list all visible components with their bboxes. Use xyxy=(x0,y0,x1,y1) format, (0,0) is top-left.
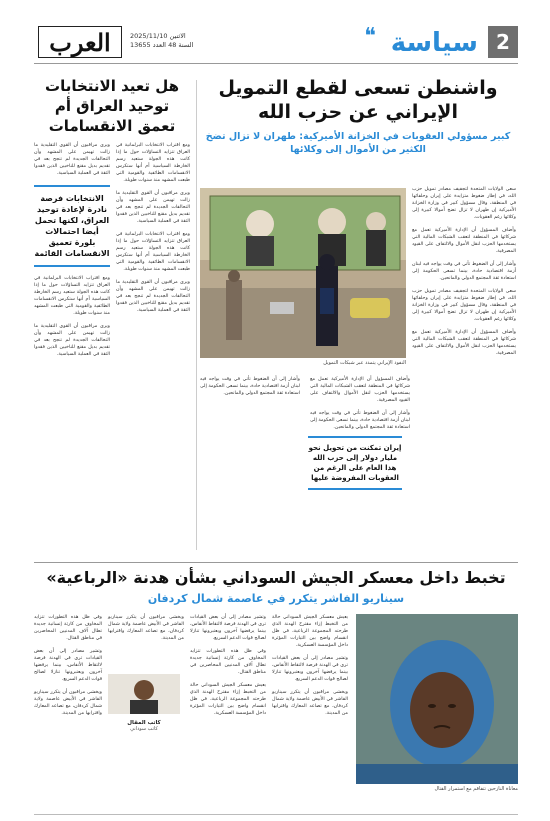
bottom-article xyxy=(34,562,518,812)
bottom-col2: وتشير مصادر إلى أن بعض القيادات ترى في الهدنة فرصة لالتقاط الأنفاس، بينما يرفضها آخرون ويعتبرونها تنازلا لصالح قوات الدعم السريع. xyxy=(190,615,266,641)
main-body-a-cont: وأشار إلى أن الضغوط تأتي في وقت يواجه فيه لبنان أزمة اقتصادية حادة، بينما تسعى الحكومة إلى استعادة ثقة المجتمع الدولي والمانحين. xyxy=(310,411,410,430)
sidebar-body-a: ومع اقتراب الانتخابات البرلمانية في العراق تتزايد التساؤلات حول ما إذا كانت هذه الجولة ستعيد رسم الخارطة السياسية أم أنها ستكرس الانقسامات الطائفية والقومية التي طبعت المشهد منذ سنوات طويلة. xyxy=(116,143,190,183)
main-body-b: وأشار إلى أن الضغوط تأتي في وقت يواجه فيه لبنان أزمة اقتصادية حادة، بينما تسعى الحكومة إلى استعادة ثقة المجتمع الدولي والمانحين. xyxy=(200,377,300,396)
bottom-col4-cont: وتشير مصادر إلى أن بعض القيادات ترى في الهدنة فرصة لالتقاط الأنفاس، بينما يرفضها آخرون ويعتبرونها تنازلا لصالح قوات الدعم السريع. xyxy=(34,649,102,682)
sidebar-body-a-cont: ومع اقتراب الانتخابات البرلمانية في العراق تتزايد التساؤلات حول ما إذا كانت هذه الجولة ستعيد رسم الخارطة السياسية أم أنها ستكرس الانقسامات الطائفية والقومية التي طبعت المشهد منذ سنوات طويلة. xyxy=(116,232,190,272)
bottom-column-1 xyxy=(272,614,348,804)
sidebar-body-a-left: ومع اقتراب الانتخابات البرلمانية في العراق تتزايد التساؤلات حول ما إذا كانت هذه الجولة ستعيد رسم الخارطة السياسية أم أنها ستكرس الانقسامات الطائفية والقومية التي طبعت المشهد منذ سنوات طويلة. xyxy=(34,276,110,316)
footer-divider xyxy=(34,814,518,815)
main-article xyxy=(200,76,516,556)
sidebar-column-right xyxy=(116,142,190,542)
sidebar-body-b-left-2: ويرى مراقبون أن القوى التقليدية ما زالت تهيمن على المشهد وأن التحالفات الجديدة لم تنجح بعد في تقديم بديل مقنع للناخبين الذين فقدوا الثقة في العملية السياسية. xyxy=(34,324,110,357)
bottom-column-2 xyxy=(190,614,266,804)
bottom-col2-cont: وفي ظل هذه التطورات تتزايد المخاوف من كارثة إنسانية جديدة تطال آلاف المدنيين المحاصرين في مناطق القتال. xyxy=(190,649,266,675)
bottom-divider xyxy=(34,562,518,563)
quote-icon: ❝ xyxy=(364,24,376,49)
issue-number: السنة 48 العدد 13655 xyxy=(130,41,194,49)
bottom-col1-cont: وتشير مصادر إلى أن بعض القيادات ترى في الهدنة فرصة لالتقاط الأنفاس، بينما يرفضها آخرون ويعتبرونها تنازلا لصالح قوات الدعم السريع. xyxy=(272,656,348,682)
section-name: سياسة xyxy=(390,28,478,58)
main-body-a: وأضاف المسؤول أن الإدارة الأميركية تعمل مع شركائها في المنطقة لتعقب الشبكات المالية التي يستخدمها الحزب لنقل الأموال والالتفاف على القيود المصرفية. xyxy=(310,377,410,403)
author-box xyxy=(108,674,180,734)
sidebar-column-left xyxy=(34,142,110,542)
sidebar-body-b-left: ويرى مراقبون أن القوى التقليدية ما زالت تهيمن على المشهد وأن التحالفات الجديدة لم تنجح بعد في تقديم بديل مقنع للناخبين الذين فقدوا الثقة في العملية السياسية. xyxy=(34,143,110,176)
displaced-woman-image xyxy=(356,614,518,784)
sidebar-article xyxy=(34,76,190,546)
main-body-right: سعى الولايات المتحدة لتجفيف مصادر تمويل حزب الله، في إطار ضغوط متزايدة على إيران وحلفائها في المنطقة، وقال مسؤول كبير في وزارة الخزانة الأميركية إن طهران لا تزال تضخ أموالا كبيرة إلى وكلائها رغم العقوبات. xyxy=(412,187,516,220)
bottom-col4: وفي ظل هذه التطورات تتزايد المخاوف من كارثة إنسانية جديدة تطال آلاف المدنيين المحاصرين في مناطق القتال. xyxy=(34,615,102,641)
sidebar-body-b-cont: ويرى مراقبون أن القوى التقليدية ما زالت تهيمن على المشهد وأن التحالفات الجديدة لم تنجح بعد في تقديم بديل مقنع للناخبين الذين فقدوا الثقة في العملية السياسية. xyxy=(116,280,190,313)
bottom-col1-cont2: ويخشى مراقبون أن يتكرر سيناريو الفاشر في الأبيض عاصمة ولاية شمال كردفان، مع تصاعد المعارك واقترابها من المدينة. xyxy=(272,690,348,716)
bottom-col2-cont2: يعيش معسكر الجيش السوداني حالة من التخبط إزاء مقترح الهدنة الذي طرحته المجموعة الرباعية، في ظل انقسام واضح بين التيارات المؤثرة داخل المؤسسة العسكرية. xyxy=(190,683,266,716)
main-headline[interactable]: واشنطن تسعى لقطع التمويل الإيراني عن حزب الله xyxy=(218,77,498,123)
section-number: 2 xyxy=(488,26,518,58)
main-pull-quote: إيران تمكنت من تحويل نحو مليار دولار إلى حزب الله هذا العام على الرغم من العقوبات المفروضة عليها xyxy=(308,436,402,490)
issue-date: الاثنين 2025/11/10 xyxy=(130,32,186,40)
author-avatar xyxy=(108,674,180,714)
main-body-right-b: وأشار إلى أن الضغوط تأتي في وقت يواجه فيه لبنان أزمة اقتصادية حادة، بينما تسعى الحكومة إلى استعادة ثقة المجتمع الدولي والمانحين. xyxy=(412,262,516,281)
header-divider xyxy=(34,63,518,64)
column-divider xyxy=(196,80,197,550)
bottom-subtitle: سيناريو الفاشر يتكرر في عاصمة شمال كردفان xyxy=(147,592,405,605)
main-body-right-c: سعى الولايات المتحدة لتجفيف مصادر تمويل حزب الله، في إطار ضغوط متزايدة على إيران وحلفائها في المنطقة، وقال مسؤول كبير في وزارة الخزانة الأميركية إن طهران لا تزال تضخ أموالا كبيرة إلى وكلائها رغم العقوبات. xyxy=(412,289,516,322)
bottom-col4-cont2: ويخشى مراقبون أن يتكرر سيناريو الفاشر في الأبيض عاصمة ولاية شمال كردفان، مع تصاعد المعارك واقترابها من المدينة. xyxy=(34,690,102,716)
street-scene-image xyxy=(200,188,406,358)
main-body-right-d: وأضاف المسؤول أن الإدارة الأميركية تعمل مع شركائها في المنطقة لتعقب الشبكات المالية التي يستخدمها الحزب لنقل الأموال والالتفاف على القيود المصرفية. xyxy=(412,330,516,356)
sidebar-pull-quote: الانتخابات فرصة نادرة لإعادة توحيد العراق، لكنها تحمل أيضا احتمالات بلورة تعميق الانقسامات القائمة xyxy=(34,185,110,267)
issue-info xyxy=(130,32,193,50)
bottom-photo[interactable] xyxy=(356,614,518,784)
main-photo-caption: النفوذ الإيراني يتمدد عبر شبكات التمويل xyxy=(323,360,406,366)
bottom-col3: ويخشى مراقبون أن يتكرر سيناريو الفاشر في الأبيض عاصمة ولاية شمال كردفان، مع تصاعد المعارك واقترابها من المدينة. xyxy=(108,615,184,641)
bottom-photo-caption: معاناة النازحين تتفاقم مع استمرار القتال xyxy=(434,786,518,792)
main-body-right-a: وأضاف المسؤول أن الإدارة الأميركية تعمل مع شركائها في المنطقة لتعقب الشبكات المالية التي يستخدمها الحزب لنقل الأموال والالتفاف على القيود المصرفية. xyxy=(412,228,516,254)
bottom-headline[interactable]: تخبط داخل معسكر الجيش السوداني بشأن هدنة «الرباعية» xyxy=(46,568,506,587)
newspaper-logo: العرب xyxy=(38,26,122,58)
sidebar-headline[interactable]: هل تعيد الانتخابات توحيد العراق أم تعمق الانقسامات xyxy=(45,77,179,135)
bottom-column-4 xyxy=(34,614,102,804)
main-column-left xyxy=(200,376,300,576)
author-role: كاتب سوداني xyxy=(130,726,158,732)
sidebar-body-b: ويرى مراقبون أن القوى التقليدية ما زالت تهيمن على المشهد وأن التحالفات الجديدة لم تنجح بعد في تقديم بديل مقنع للناخبين الذين فقدوا الثقة في العملية السياسية. xyxy=(116,191,190,224)
main-column-right xyxy=(412,186,516,546)
bottom-col1: يعيش معسكر الجيش السوداني حالة من التخبط إزاء مقترح الهدنة الذي طرحته المجموعة الرباعية، في ظل انقسام واضح بين التيارات المؤثرة داخل المؤسسة العسكرية. xyxy=(272,615,348,648)
author-name: كاتب المقال xyxy=(127,720,161,726)
main-photo[interactable] xyxy=(200,188,406,358)
main-subtitle: كبير مسؤولي العقوبات في الخزانة الأميركية: طهران لا تزال تضخ الكثير من الأموال إلى وكلائها xyxy=(205,131,511,155)
page-header xyxy=(34,20,518,64)
